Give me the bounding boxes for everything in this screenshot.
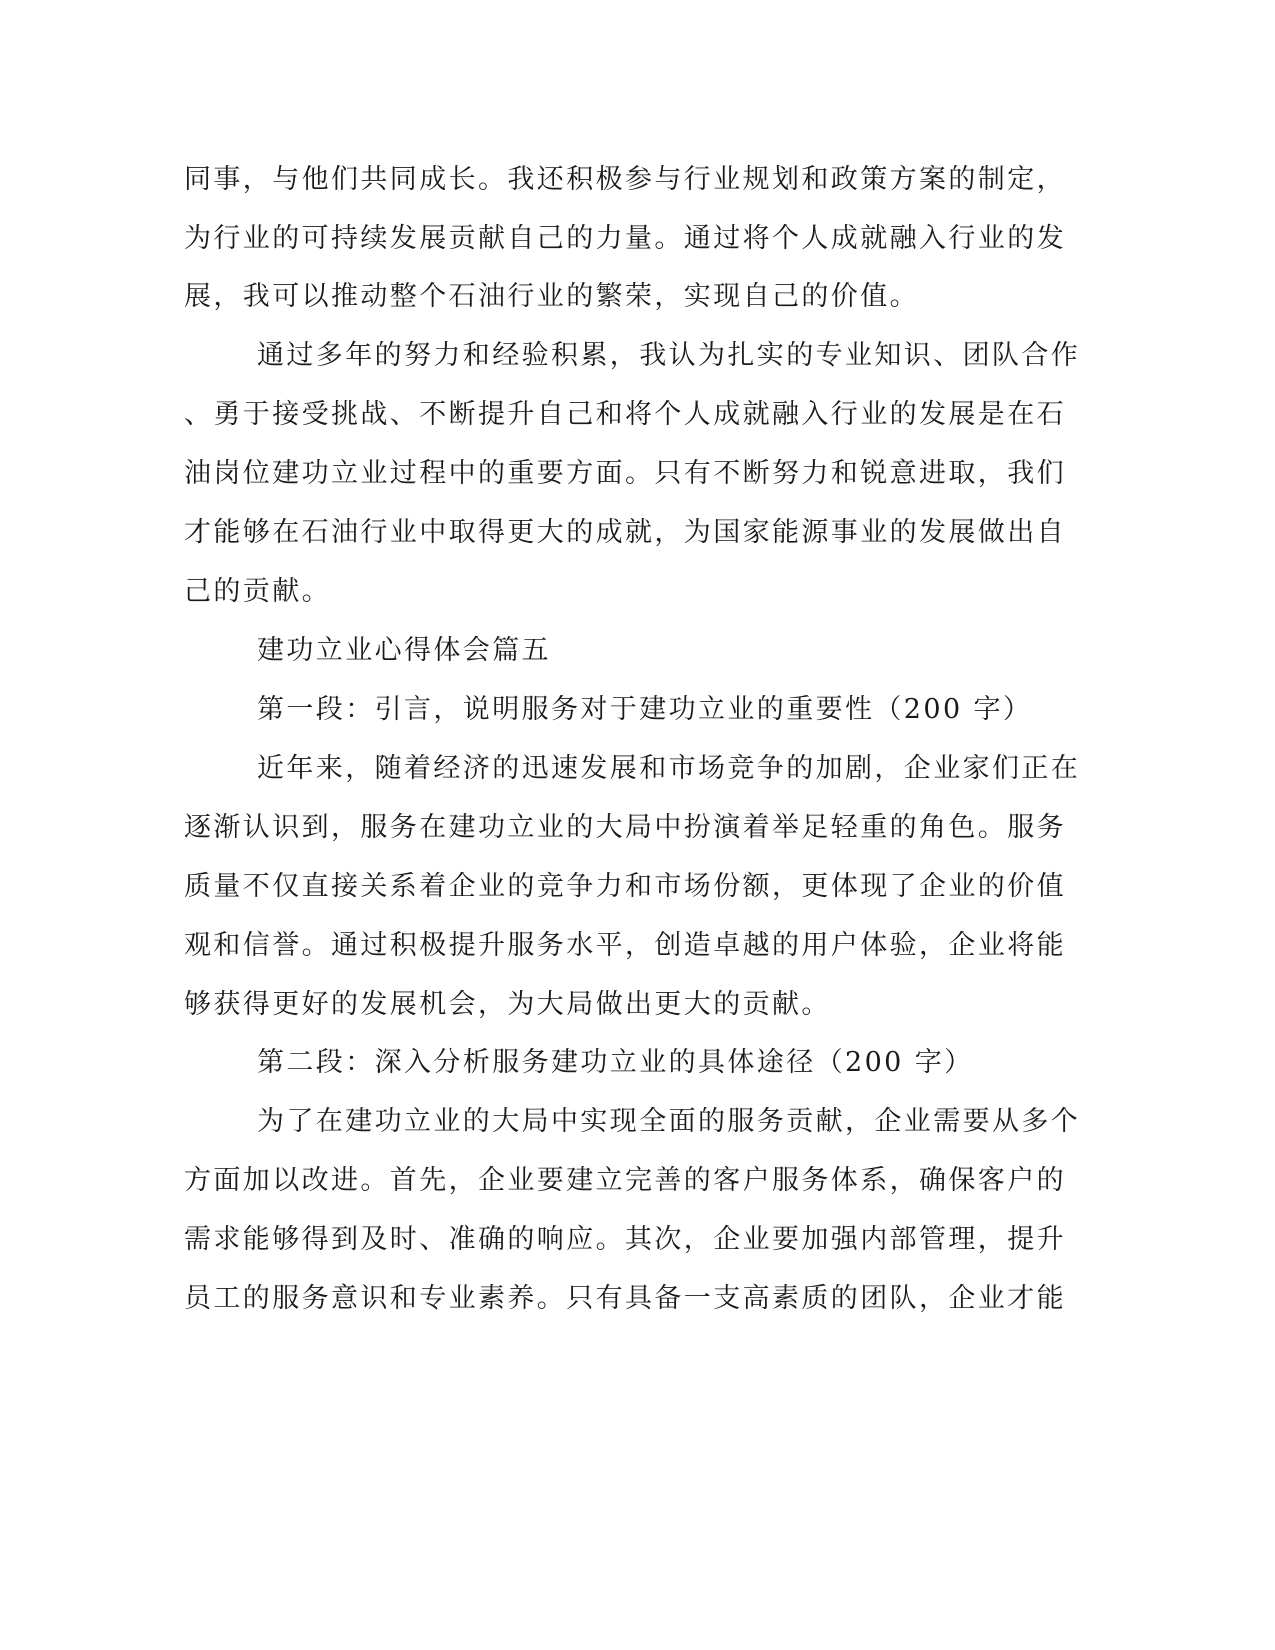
- text-line: 员工的服务意识和专业素养。只有具备一支高素质的团队，企业才能: [184, 1283, 1066, 1314]
- text-line: 展，我可以推动整个石油行业的繁荣，实现自己的价值。: [184, 281, 919, 312]
- text-line: 方面加以改进。首先，企业要建立完善的客户服务体系，确保客户的: [184, 1165, 1066, 1196]
- text-line: 为行业的可持续发展贡献自己的力量。通过将个人成就融入行业的发: [184, 223, 1066, 254]
- section-heading: 建功立业心得体会篇五: [257, 635, 551, 666]
- text-line: 需求能够得到及时、准确的响应。其次，企业要加强内部管理，提升: [184, 1224, 1066, 1255]
- text-line: 同事，与他们共同成长。我还积极参与行业规划和政策方案的制定，: [184, 164, 1066, 195]
- subsection-heading: 第一段：引言，说明服务对于建功立业的重要性（200 字）: [257, 694, 1033, 725]
- text-line: 够获得更好的发展机会，为大局做出更大的贡献。: [184, 989, 831, 1020]
- paragraph-start-line: 通过多年的努力和经验积累，我认为扎实的专业知识、团队合作: [257, 340, 1081, 371]
- text-line: 油岗位建功立业过程中的重要方面。只有不断努力和锐意进取，我们: [184, 458, 1066, 489]
- text-line: 观和信誉。通过积极提升服务水平，创造卓越的用户体验，企业将能: [184, 930, 1066, 961]
- text-line: 逐渐认识到，服务在建功立业的大局中扮演着举足轻重的角色。服务: [184, 812, 1066, 843]
- paragraph-start-line: 近年来，随着经济的迅速发展和市场竞争的加剧，企业家们正在: [257, 753, 1081, 784]
- paragraph-start-line: 为了在建功立业的大局中实现全面的服务贡献，企业需要从多个: [257, 1106, 1081, 1137]
- text-line: 、勇于接受挑战、不断提升自己和将个人成就融入行业的发展是在石: [184, 399, 1066, 430]
- text-line: 质量不仅直接关系着企业的竞争力和市场份额，更体现了企业的价值: [184, 871, 1066, 902]
- subsection-heading: 第二段：深入分析服务建功立业的具体途径（200 字）: [257, 1047, 974, 1078]
- text-line: 己的贡献。: [184, 576, 331, 607]
- text-line: 才能够在石油行业中取得更大的成就，为国家能源事业的发展做出自: [184, 517, 1066, 548]
